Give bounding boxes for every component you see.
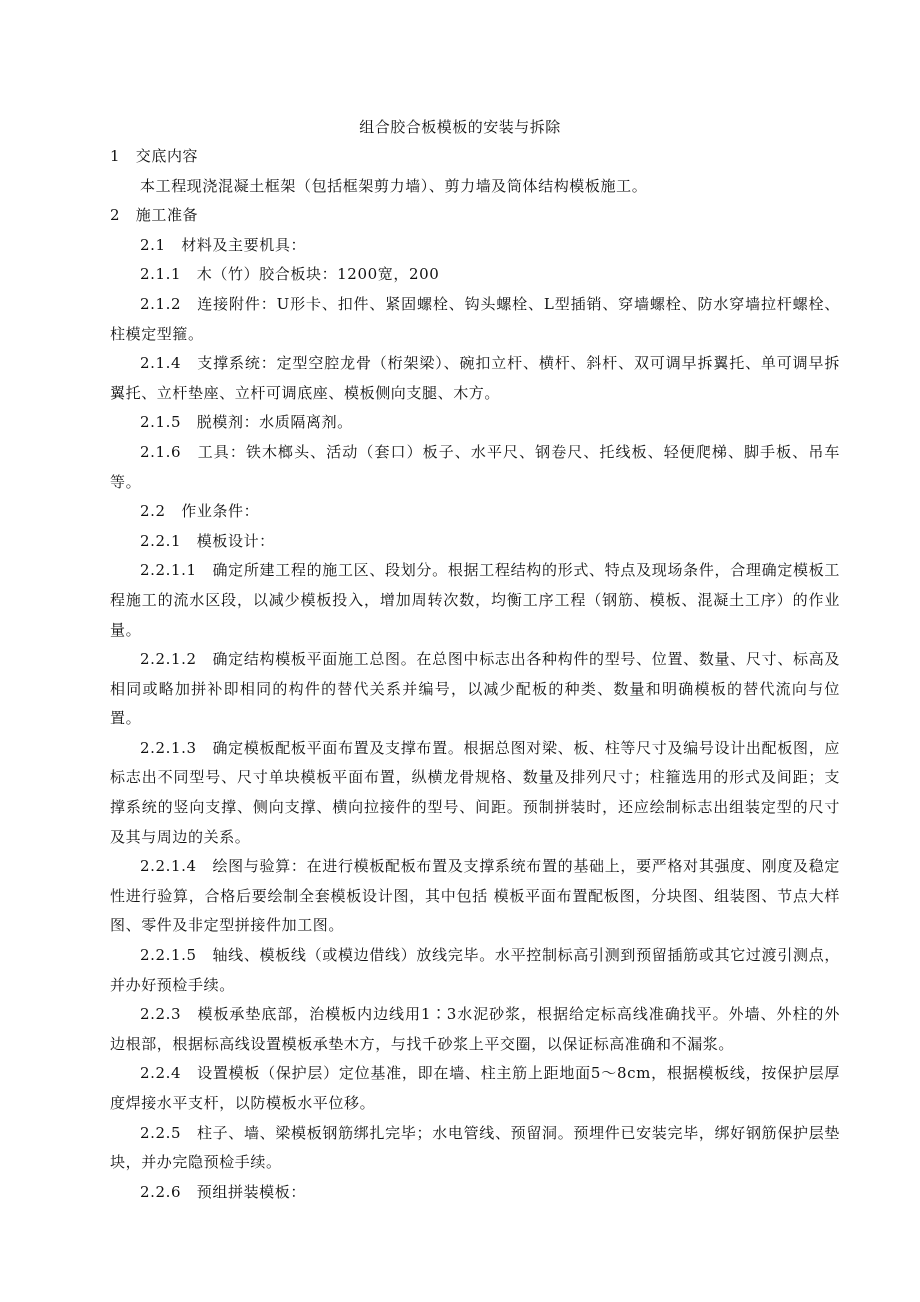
paragraph: 本工程现浇混凝土框架（包括框架剪力墙）、剪力墙及筒体结构模板施工。 <box>140 176 648 195</box>
paragraph: 2.1.2 连接附件：U形卡、扣件、紧固螺栓、钩头螺栓、L型插销、穿墙螺栓、防水穿墙拉杆螺栓、柱模定型箍。 <box>110 294 840 343</box>
paragraph: 2.2.4 设置模板（保护层）定位基准，即在墙、柱主筋上距地面5～8cm，根据模板线，按保护层厚度焊接水平支杆，以防模板水平位移。 <box>110 1064 840 1112</box>
paragraph: 2.2.6 预组拼装模板： <box>140 1182 306 1201</box>
paragraph: 2.2 作业条件： <box>140 502 260 521</box>
paragraph: 2.2.1 模板设计： <box>140 531 275 550</box>
paragraph: 2.1 材料及主要机具： <box>140 235 307 254</box>
paragraph: 2.1.5 脱模剂：水质隔离剂。 <box>140 413 353 432</box>
paragraph: 2.1.6 工具：铁木榔头、活动（套口）板子、水平尺、钢卷尺、托线板、轻便爬梯、脚手板、吊车等。 <box>110 442 840 491</box>
paragraph: 2.2.1.3 确定模板配板平面布置及支撑布置。根据总图对梁、板、柱等尺寸及编号设计出配板图，应标志出不同型号、尺寸单块模板平面布置，纵横龙骨规格、数量及排列尺寸；柱箍选用的形式及间距；支撑系统的竖向支撑、侧向支撑、横向拉接件的型号、间距。预制拼装时，还应绘制标志出组装定型的尺寸及其与周边的关系。 <box>110 738 840 846</box>
document-body <box>110 142 840 1207</box>
paragraph: 2.2.1.2 确定结构模板平面施工总图。在总图中标志出各种构件的型号、位置、数量、尺寸、标高及相同或略加拼补即相同的构件的替代关系并编号，以减少配板的种类、数量和明确模板的替代流向与位置。 <box>110 650 840 728</box>
paragraph: 2.2.3 模板承垫底部，治模板内边线用1∶3水泥砂浆，根据给定标高线准确找平。外墙、外柱的外边根部，根据标高线设置模板承垫木方，与找千砂浆上平交圈，以保证标高准确和不漏浆。 <box>110 1005 840 1053</box>
paragraph: 2.2.1.4 绘图与验算：在进行模板配板布置及支撑系统布置的基础上，要严格对其强度、刚度及稳定性进行验算，合格后要绘制全套模板设计图，其中包括 模板平面布置配板图，分块图、组装图、节点大样图、零件及非定型拼接件加工图。 <box>110 857 840 935</box>
paragraph: 2.1.1 木（竹）胶合板块：1200宽，200 <box>140 265 440 284</box>
paragraph: 2.2.1.5 轴线、模板线（或模边借线）放线完毕。水平控制标高引测到预留插筋或其它过渡引测点，并办好预检手续。 <box>110 946 840 994</box>
document-title: 组合胶合板模板的安装与拆除 <box>359 118 561 136</box>
paragraph: 2.1.4 支撑系统：定型空腔龙骨（桁架梁）、碗扣立杆、横杆、斜杆、双可调早拆翼托、单可调早拆翼托、立杆垫座、立杆可调底座、模板侧向支腿、木方。 <box>110 354 840 402</box>
section-heading: 1 交底内容 <box>110 147 199 165</box>
paragraph: 2.2.5 柱子、墙、梁模板钢筋绑扎完毕；水电管线、预留洞。预埋件已安装完毕，绑好钢筋保护层垫块，并办完隐预检手续。 <box>110 1123 840 1172</box>
paragraph: 2.2.1.1 确定所建工程的施工区、段划分。根据工程结构的形式、特点及现场条件，合理确定模板工程施工的流水区段，以减少模板投入，增加周转次数，均衡工序工程（钢筋、模板、混凝土工序）的作业量。 <box>110 561 840 639</box>
section-heading: 2 施工准备 <box>110 206 199 225</box>
